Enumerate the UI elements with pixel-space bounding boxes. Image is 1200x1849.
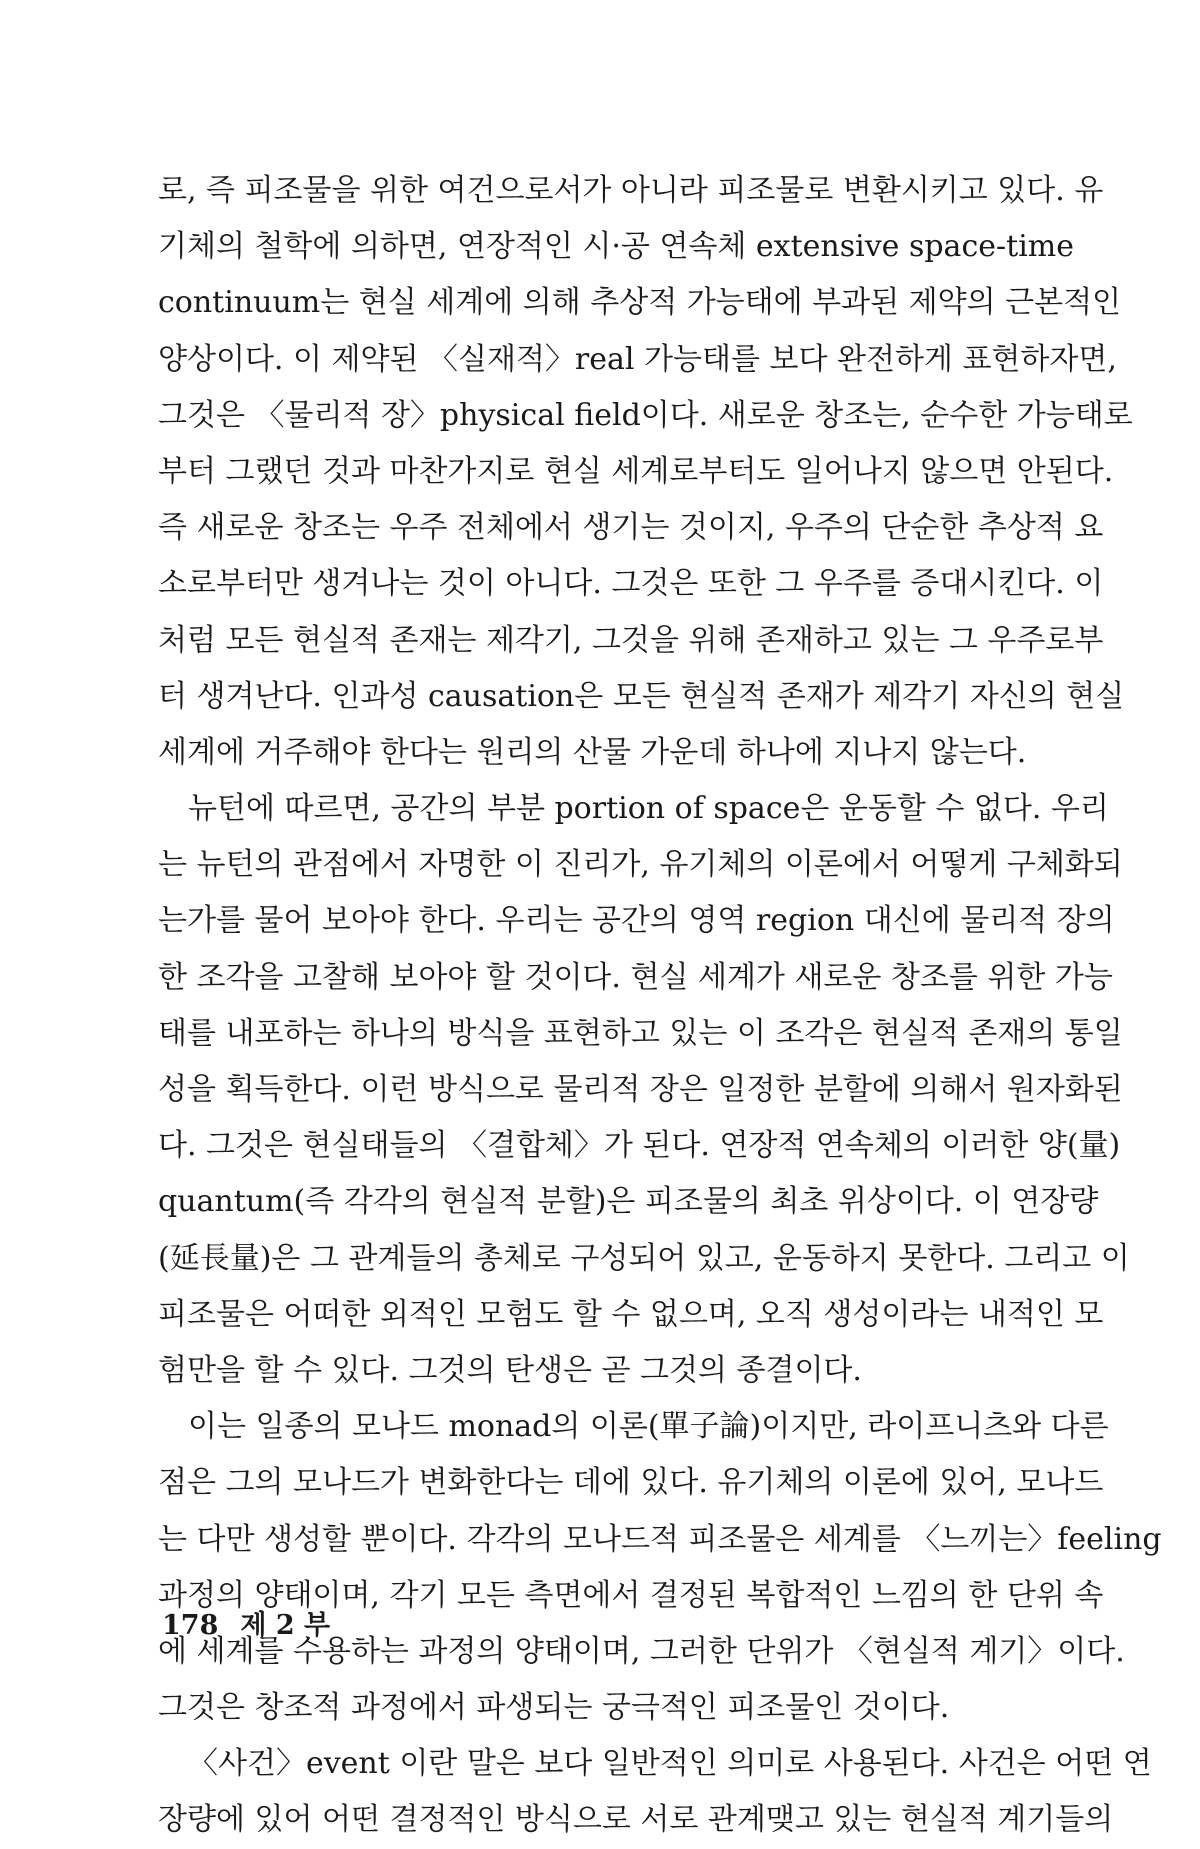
text-line: 부터 그랬던 것과 마찬가지로 현실 세계로부터도 일어나지 않으면 안된다. bbox=[158, 453, 1114, 489]
body-text bbox=[158, 163, 1162, 1849]
text-line: 그것은 〈물리적 장〉physical field이다. 새로운 창조는, 순수한 가능태로 bbox=[158, 397, 1133, 433]
text-line: 기체의 철학에 의하면, 연장적인 시·공 연속체 extensive space-time bbox=[158, 229, 1074, 265]
text-line: 태를 내포하는 하나의 방식을 표현하고 있는 이 조각은 현실적 존재의 통일 bbox=[158, 1015, 1123, 1051]
text-line: 즉 새로운 창조는 우주 전체에서 생기는 것이지, 우주의 단순한 추상적 요 bbox=[158, 510, 1104, 546]
text-line: 성을 획득한다. 이런 방식으로 물리적 장은 일정한 분할에 의해서 원자화된 bbox=[158, 1072, 1123, 1107]
text-line: 터 생겨난다. 인과성 causation은 모든 현실적 존재가 제각기 자신의 현실 bbox=[158, 678, 1125, 714]
text-line: 로, 즉 피조물을 위한 여건으로서가 아니라 피조물로 변환시키고 있다. 유 bbox=[158, 173, 1104, 208]
page-number: 178 bbox=[162, 1610, 219, 1641]
text-line: 장량에 있어 어떤 결정적인 방식으로 서로 관계맺고 있는 현실적 계기들의 bbox=[158, 1802, 1114, 1838]
text-line: 한 조각을 고찰해 보아야 할 것이다. 현실 세계가 새로운 창조를 위한 가능 bbox=[158, 959, 1113, 995]
text-line: 는가를 물어 보아야 한다. 우리는 공간의 영역 region 대신에 물리적 장의 bbox=[158, 903, 1115, 939]
text-line: 소로부터만 생겨나는 것이 아니다. 그것은 또한 그 우주를 증대시킨다. 이 bbox=[158, 566, 1104, 602]
text-line: 는 다만 생성할 뿐이다. 각각의 모나드적 피조물은 세계를 〈느끼는〉feeling bbox=[158, 1521, 1162, 1557]
text-line: 〈사건〉event 이란 말은 보다 일반적인 의미로 사용된다. 사건은 어떤 연 bbox=[188, 1746, 1152, 1782]
text-line: 피조물은 어떠한 외적인 모험도 할 수 없으며, 오직 생성이라는 내적인 모 bbox=[158, 1296, 1104, 1332]
text-line: 에 세계를 수용하는 과정의 양태이며, 그러한 단위가 〈현실적 계기〉이다. bbox=[158, 1633, 1125, 1669]
text-line: 는 뉴턴의 관점에서 자명한 이 진리가, 유기체의 이론에서 어떻게 구체화되 bbox=[158, 847, 1123, 883]
text-line: 뉴턴에 따르면, 공간의 부분 portion of space은 운동할 수 없다. 우리 bbox=[188, 791, 1109, 827]
text-line: 점은 그의 모나드가 변화한다는 데에 있다. 유기체의 이론에 있어, 모나드 bbox=[158, 1465, 1104, 1501]
text-line: 처럼 모든 현실적 존재는 제각기, 그것을 위해 존재하고 있는 그 우주로부 bbox=[158, 622, 1104, 658]
text-line: 양상이다. 이 제약된 〈실재적〉real 가능태를 보다 완전하게 표현하자면, bbox=[158, 341, 1117, 377]
text-line: 세계에 거주해야 한다는 원리의 산물 가운데 하나에 지나지 않는다. bbox=[158, 734, 1027, 770]
text-line: 이는 일종의 모나드 monad의 이론(單子論)이지만, 라이프니츠와 다른 bbox=[188, 1409, 1109, 1445]
text-line: 다. 그것은 현실태들의 〈결합체〉가 된다. 연장적 연속체의 이러한 양(量) bbox=[158, 1128, 1121, 1164]
text-line: quantum(즉 각각의 현실적 분할)은 피조물의 최초 위상이다. 이 연장량 bbox=[158, 1184, 1099, 1220]
text-line: (延長量)은 그 관계들의 총체로 구성되어 있고, 운동하지 못한다. 그리고 이 bbox=[158, 1240, 1130, 1276]
text-line: continuum는 현실 세계에 의해 추상적 가능태에 부과된 제약의 근본적인 bbox=[158, 285, 1122, 321]
text-line: 과정의 양태이며, 각기 모든 측면에서 결정된 복합적인 느낌의 한 단위 속 bbox=[158, 1577, 1104, 1613]
text-line: 험만을 할 수 있다. 그것의 탄생은 곧 그것의 종결이다. bbox=[158, 1352, 862, 1388]
text-line: 그것은 창조적 과정에서 파생되는 궁극적인 피조물인 것이다. bbox=[158, 1690, 950, 1726]
page-footer bbox=[162, 1603, 330, 1642]
part-label: 제 2 부 bbox=[240, 1610, 331, 1641]
